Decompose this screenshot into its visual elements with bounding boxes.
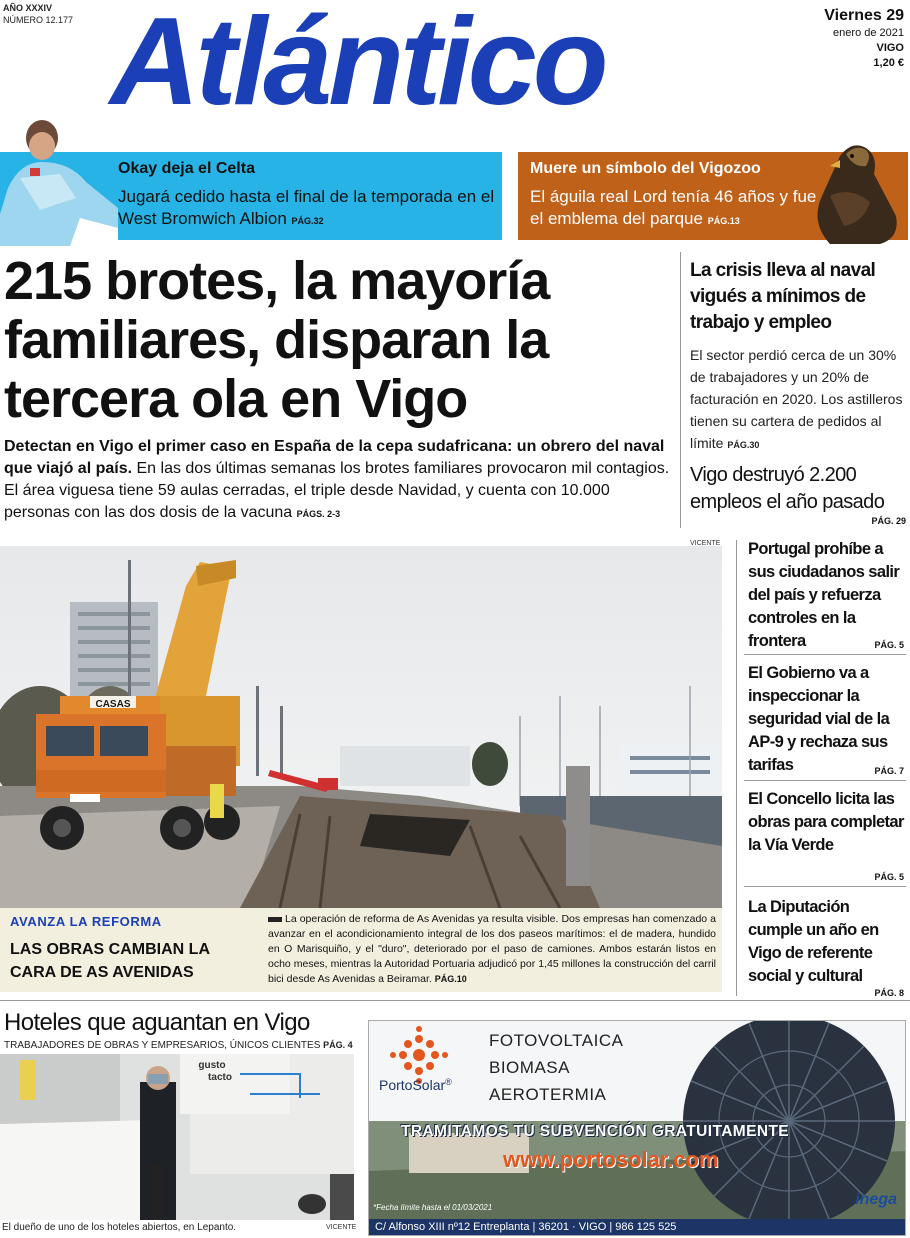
newspaper-logo[interactable]: Atlántico bbox=[110, 0, 605, 131]
hotels-subtitle: TRABAJADORES DE OBRAS Y EMPRESARIOS, ÚNICOS CLIENTES PÁG. 4 bbox=[4, 1040, 353, 1051]
ad-banner: TRAMITAMOS TU SUBVENCIÓN GRATUITAMENTE bbox=[401, 1123, 790, 1140]
page-ref: PÁG.32 bbox=[291, 216, 324, 226]
photo-credit: VICENTE bbox=[690, 540, 721, 547]
page-ref: PÁG. 5 bbox=[874, 872, 904, 882]
ad-note: *Fecha límite hasta el 01/03/2021 bbox=[373, 1203, 493, 1212]
main-lede bbox=[4, 436, 672, 525]
hotel-owner-photo bbox=[0, 1054, 354, 1220]
employment-headline[interactable]: Vigo destruyó 2.200 empleos el año pasado bbox=[690, 464, 885, 513]
page-ref: PÁG.13 bbox=[707, 216, 740, 226]
caption-text: La operación de reforma de As Avenidas ya resulta visible. Dos empresas han comenzado a avanzar en el acondicionamiento integral de los dos paseos marítimos: el de madera, hundido en O Marisquiño, y el "duro", deteriorado por el paso de camiones. Ambos estarán listos en ocho meses, mientras la Autoridad Portuaria adjudicó por 1,45 millones la construcción del carril bici desde As Avenidas a Beiramar. PÁG.10 bbox=[268, 913, 716, 985]
brief-diputacion[interactable]: La Diputación cumple un año en Vigo de referente social y cultural bbox=[748, 898, 879, 985]
truck-label: CASAS bbox=[95, 699, 131, 710]
photo-credit: VICENTE bbox=[326, 1224, 357, 1231]
page-ref: PÁG. 29 bbox=[871, 516, 906, 526]
page-ref: PÁG. 7 bbox=[874, 766, 904, 776]
teaser-body: Jugará cedido hasta el final de la temporada en el West Bromwich Albion PÁG.32 bbox=[118, 187, 495, 228]
brief-divider bbox=[744, 886, 906, 887]
hotels-headline[interactable]: Hoteles que aguantan en Vigo bbox=[4, 1009, 310, 1036]
ad-url[interactable]: www.portosolar.com bbox=[503, 1147, 719, 1172]
naval-crisis-headline[interactable]: La crisis lleva al naval vigués a mínimos de trabajo y empleo bbox=[690, 260, 876, 333]
teaser-heading: Okay deja el Celta bbox=[118, 160, 255, 177]
city: VIGO bbox=[876, 42, 904, 54]
date-month-year: enero de 2021 bbox=[833, 27, 904, 39]
eagle-photo bbox=[800, 126, 910, 246]
page-ref: PÁG. 4 bbox=[323, 1040, 353, 1050]
section-divider bbox=[0, 1000, 910, 1001]
date-day: Viernes 29 bbox=[824, 7, 904, 24]
ad-line-fotovoltaica: FOTOVOLTAICA bbox=[489, 1031, 624, 1050]
caption-title[interactable]: LAS OBRAS CAMBIAN LA CARA DE AS AVENIDAS bbox=[10, 941, 210, 981]
teaser-body: El águila real Lord tenía 46 años y fue el emblema del parque PÁG.13 bbox=[530, 187, 817, 228]
ad-line-biomasa: BIOMASA bbox=[489, 1058, 570, 1077]
page-ref: PÁG. 5 bbox=[874, 640, 904, 650]
brief-portugal[interactable]: Portugal prohíbe a sus ciudadanos salir del país y refuerza controles en la frontera bbox=[748, 540, 900, 650]
column-divider bbox=[736, 540, 737, 996]
edition-year: AÑO XXXIV bbox=[3, 3, 53, 13]
edition-info bbox=[3, 2, 73, 26]
date-info bbox=[824, 6, 904, 71]
brief-via-verde[interactable]: El Concello licita las obras para completar la Vía Verde bbox=[748, 790, 904, 854]
wall-word-2: tacto bbox=[208, 1072, 232, 1083]
teaser-heading: Muere un símbolo del Vigozoo bbox=[530, 160, 761, 177]
page-ref: PÁG. 8 bbox=[874, 988, 904, 998]
photo-caption-box bbox=[0, 908, 722, 992]
edition-number: NÚMERO 12.177 bbox=[3, 15, 74, 25]
ad-brand: PortoSolar® bbox=[379, 1077, 452, 1093]
page-ref: PÁG.10 bbox=[434, 974, 467, 984]
lede-bold: Detectan en Vigo el primer caso en España de la cepa sudafricana: un obrero del naval que viajó al país. bbox=[4, 438, 665, 477]
wall-word-1: gusto bbox=[198, 1060, 226, 1071]
football-player-photo bbox=[0, 118, 118, 246]
column-divider bbox=[680, 252, 681, 528]
hotels-caption: El dueño de uno de los hoteles abiertos, en Lepanto. bbox=[2, 1222, 237, 1233]
price: 1,20 € bbox=[873, 57, 904, 69]
inega-logo: inega bbox=[855, 1191, 897, 1208]
naval-crisis-body: El sector perdió cerca de un 30% de trabajadores y un 20% de facturación en 2020. Los astilleros tienen su cartera de pedidos al límite PÁG.30 bbox=[690, 347, 903, 451]
brief-gobierno-ap9[interactable]: El Gobierno va a inspeccionar la seguridad vial de la AP-9 y rechaza sus tarifas bbox=[748, 664, 890, 774]
main-headline[interactable]: 215 brotes, la mayoría familiares, disparan la tercera ola en Vigo bbox=[4, 251, 550, 429]
brief-divider bbox=[744, 654, 906, 655]
page-ref: PÁGS. 2-3 bbox=[296, 509, 341, 519]
portosolar-advertisement[interactable] bbox=[368, 1020, 906, 1236]
ad-line-aerotermia: AEROTERMIA bbox=[489, 1085, 607, 1104]
ad-address: C/ Alfonso XIII nº12 Entreplanta | 36201 · VIGO | 986 125 525 bbox=[375, 1221, 677, 1233]
caption-kicker: AVANZA LA REFORMA bbox=[10, 914, 162, 929]
lede-text: En las dos últimas semanas los brotes familiares provocaron mil contagios. El área viguesa tiene 59 aulas cerradas, el triple desde Navidad, y cuenta con 10.000 personas con las dos dosis de la vacuna bbox=[4, 460, 670, 521]
page-ref: PÁG.30 bbox=[727, 440, 760, 450]
bullet-icon bbox=[268, 917, 282, 922]
avenidas-works-photo bbox=[0, 546, 722, 908]
brief-divider bbox=[744, 780, 906, 781]
